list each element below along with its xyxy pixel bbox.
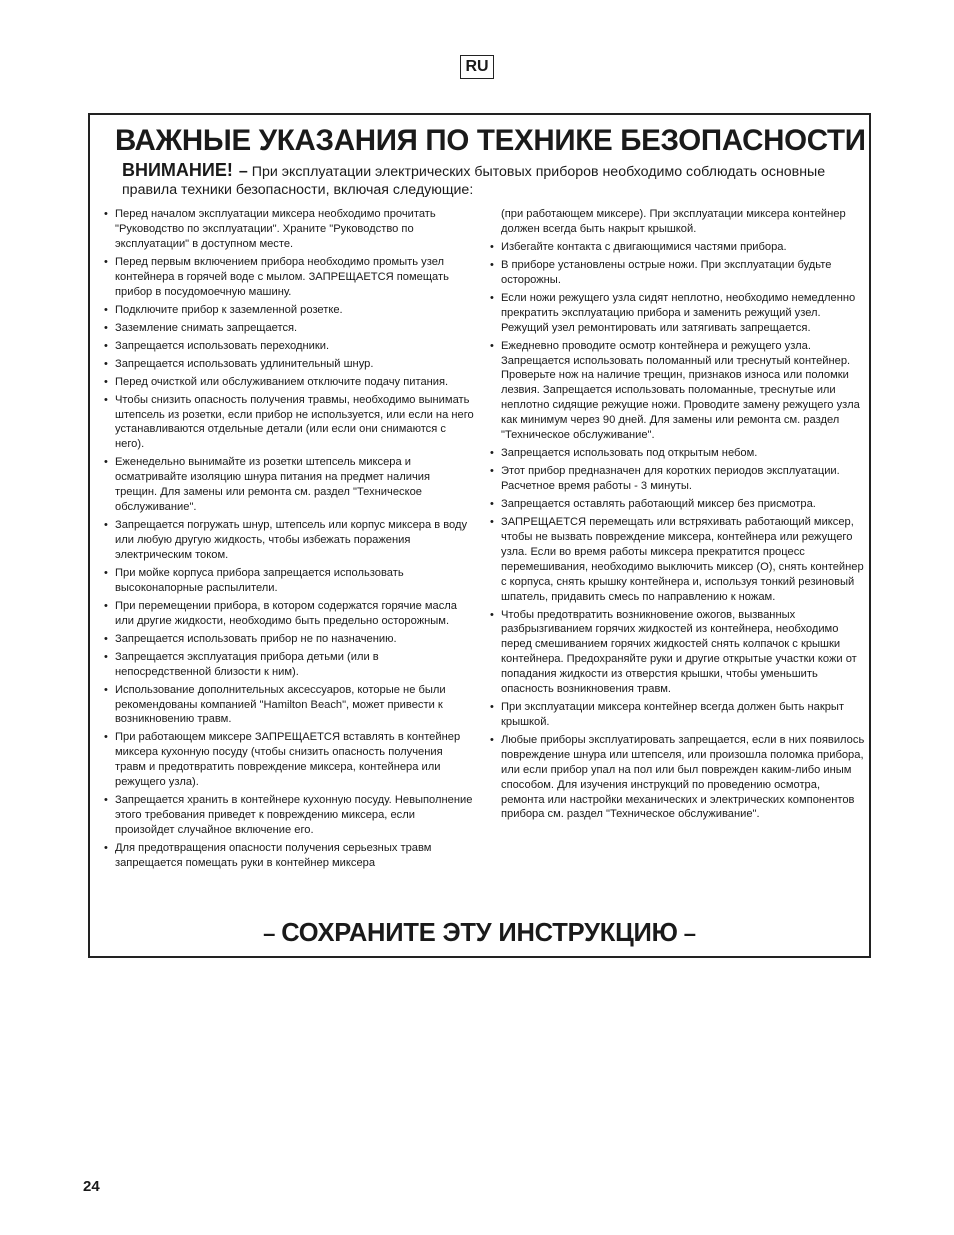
right-column-list xyxy=(488,207,866,825)
list-item: • Запрещается хранить в контейнере кухонную посуду. Невыполнение этого требования приведет к повреждению миксера, если произойдет случайное включение его. xyxy=(102,793,474,838)
warning-text: При эксплуатации электрических бытовых приборов необходимо соблюдать основные правила техники безопасности, включая следующие: xyxy=(122,164,826,198)
list-item: • Если ножи режущего узла сидят неплотно, необходимо немедленно прекратить эксплуатацию прибора и заменить режущий узел. Режущий узел ремонтировать или затягивать запрещается. xyxy=(488,291,866,336)
list-item: • При мойке корпуса прибора запрещается использовать высоконапорные распылители. xyxy=(102,566,474,596)
page-number: 24 xyxy=(83,1178,100,1195)
warning-dash: – xyxy=(238,163,248,180)
banner-dash-left: – xyxy=(263,921,276,946)
list-item: • При работающем миксере ЗАПРЕЩАЕТСЯ вставлять в контейнер миксера кухонную посуду (чтобы снизить опасность получения травм и предотвратить повреждение миксера, контейнера или режущего узла). xyxy=(102,730,474,790)
page-title: ВАЖНЫЕ УКАЗАНИЯ ПО ТЕХНИКЕ БЕЗОПАСНОСТИ xyxy=(115,124,866,157)
list-item: • Перед первым включением прибора необходимо промыть узел контейнера в горячей воде с мылом. ЗАПРЕЩАЕТСЯ помещать прибор в посудомоечную машину. xyxy=(102,255,474,300)
list-item: • Запрещается использовать переходники. xyxy=(102,339,474,354)
list-item: • Избегайте контакта с двигающимися частями прибора. xyxy=(488,240,866,255)
banner-dash-right: – xyxy=(683,921,696,946)
list-item: • Любые приборы эксплуатировать запрещается, если в них появилось повреждение шнура или штепселя, или произошла поломка прибора, или если прибор упал на пол или был поврежден каким-либо иным способом. Для изучения инструкций по проведению осмотра, ремонта или настройки механических и электрических компонентов прибора см. раздел "Техническое обслуживание". xyxy=(488,733,866,822)
list-item: • Чтобы предотвратить возникновение ожогов, вызванных разбрызгиванием горячих жидкостей из контейнера, необходимо перед смешиванием горячих жидкостей снять колпачок с крышки контейнера. Предохраняйте руки и другие открытые участки кожи от попадания жидкости из отверстия крышки, чтобы уменьшить опасность возникновения травм. xyxy=(488,608,866,697)
list-item: • Заземление снимать запрещается. xyxy=(102,321,474,336)
list-item: • Чтобы снизить опасность получения травмы, необходимо вынимать штепсель из розетки, если прибор не используется, или если на него устанавливаются отдельные детали (или если они снимаются с него). xyxy=(102,393,474,453)
list-item: • Ежедневно проводите осмотр контейнера и режущего узла. Запрещается использовать поломанный или треснутый контейнер. Проверьте нож на наличие трещин, признаков износа или поломки лезвия. Запрещается использовать поломанные, треснутые или неплотно сидящие режущие ножи. Проводите замену режущего узла как минимум через 90 дней. Для замены или ремонта см. раздел "Техническое обслуживание". xyxy=(488,339,866,443)
left-column-list xyxy=(102,207,474,874)
banner-text: СОХРАНИТЕ ЭТУ ИНСТРУКЦИЮ xyxy=(281,919,678,947)
list-item: • Перед очисткой или обслуживанием отключите подачу питания. xyxy=(102,375,474,390)
list-item: • Запрещается погружать шнур, штепсель или корпус миксера в воду или любую другую жидкость, чтобы избежать поражения электрическим током. xyxy=(102,518,474,563)
list-item: • Этот прибор предназначен для коротких периодов эксплуатации. Расчетное время работы - 3 минуты. xyxy=(488,464,866,494)
warning-lead: ВНИМАНИЕ! xyxy=(122,160,233,180)
list-item-continuation: (при работающем миксере). При эксплуатации миксера контейнер должен всегда быть накрыт крышкой. xyxy=(501,208,846,235)
list-item: • Запрещается эксплуатация прибора детьми (или в непосредственной близости к ним). xyxy=(102,650,474,680)
list-item: • При перемещении прибора, в котором содержатся горячие масла или другие жидкости, необходимо быть предельно осторожным. xyxy=(102,599,474,629)
list-item: • Подключите прибор к заземленной розетке. xyxy=(102,303,474,318)
list-item: • Запрещается использовать удлинительный шнур. xyxy=(102,357,474,372)
list-item: • Запрещается использовать прибор не по назначению. xyxy=(102,632,474,647)
list-item: • Для предотвращения опасности получения серьезных травм запрещается помещать руки в контейнер миксера xyxy=(102,841,474,871)
language-tag: RU xyxy=(460,55,494,79)
list-item: • В приборе установлены острые ножи. При эксплуатации будьте осторожны. xyxy=(488,258,866,288)
list-item: • Использование дополнительных аксессуаров, которые не были рекомендованы компанией "Hamilton Beach", может привести к возникновению травм. xyxy=(102,683,474,728)
list-item: • Запрещается использовать под открытым небом. xyxy=(488,446,866,461)
warning-intro xyxy=(122,161,852,199)
list-item: • При эксплуатации миксера контейнер всегда должен быть накрыт крышкой. xyxy=(488,700,866,730)
list-item: • ЗАПРЕЩАЕТСЯ перемещать или встряхивать работающий миксер, чтобы не вызвать повреждение миксера, контейнера или режущего узла. Если во время работы миксера прекратится процесс перемешивания, необходимо выключить миксер (O), снять контейнер с корпуса, снять крышку контейнера и, используя тонкий резиновый шпатель, придавить смесь по направлению к ножам. xyxy=(488,515,866,604)
list-item: • Запрещается оставлять работающий миксер без присмотра. xyxy=(488,497,866,512)
list-item: • Перед началом эксплуатации миксера необходимо прочитать "Руководство по эксплуатации". Храните "Руководство по эксплуатации" в доступном месте. xyxy=(102,207,474,252)
list-item: • Еженедельно вынимайте из розетки штепсель миксера и осматривайте изоляцию шнура питания на предмет наличия трещин. Для замены или ремонта см. раздел "Техническое обслуживание". xyxy=(102,455,474,515)
save-instructions-banner xyxy=(88,915,871,952)
